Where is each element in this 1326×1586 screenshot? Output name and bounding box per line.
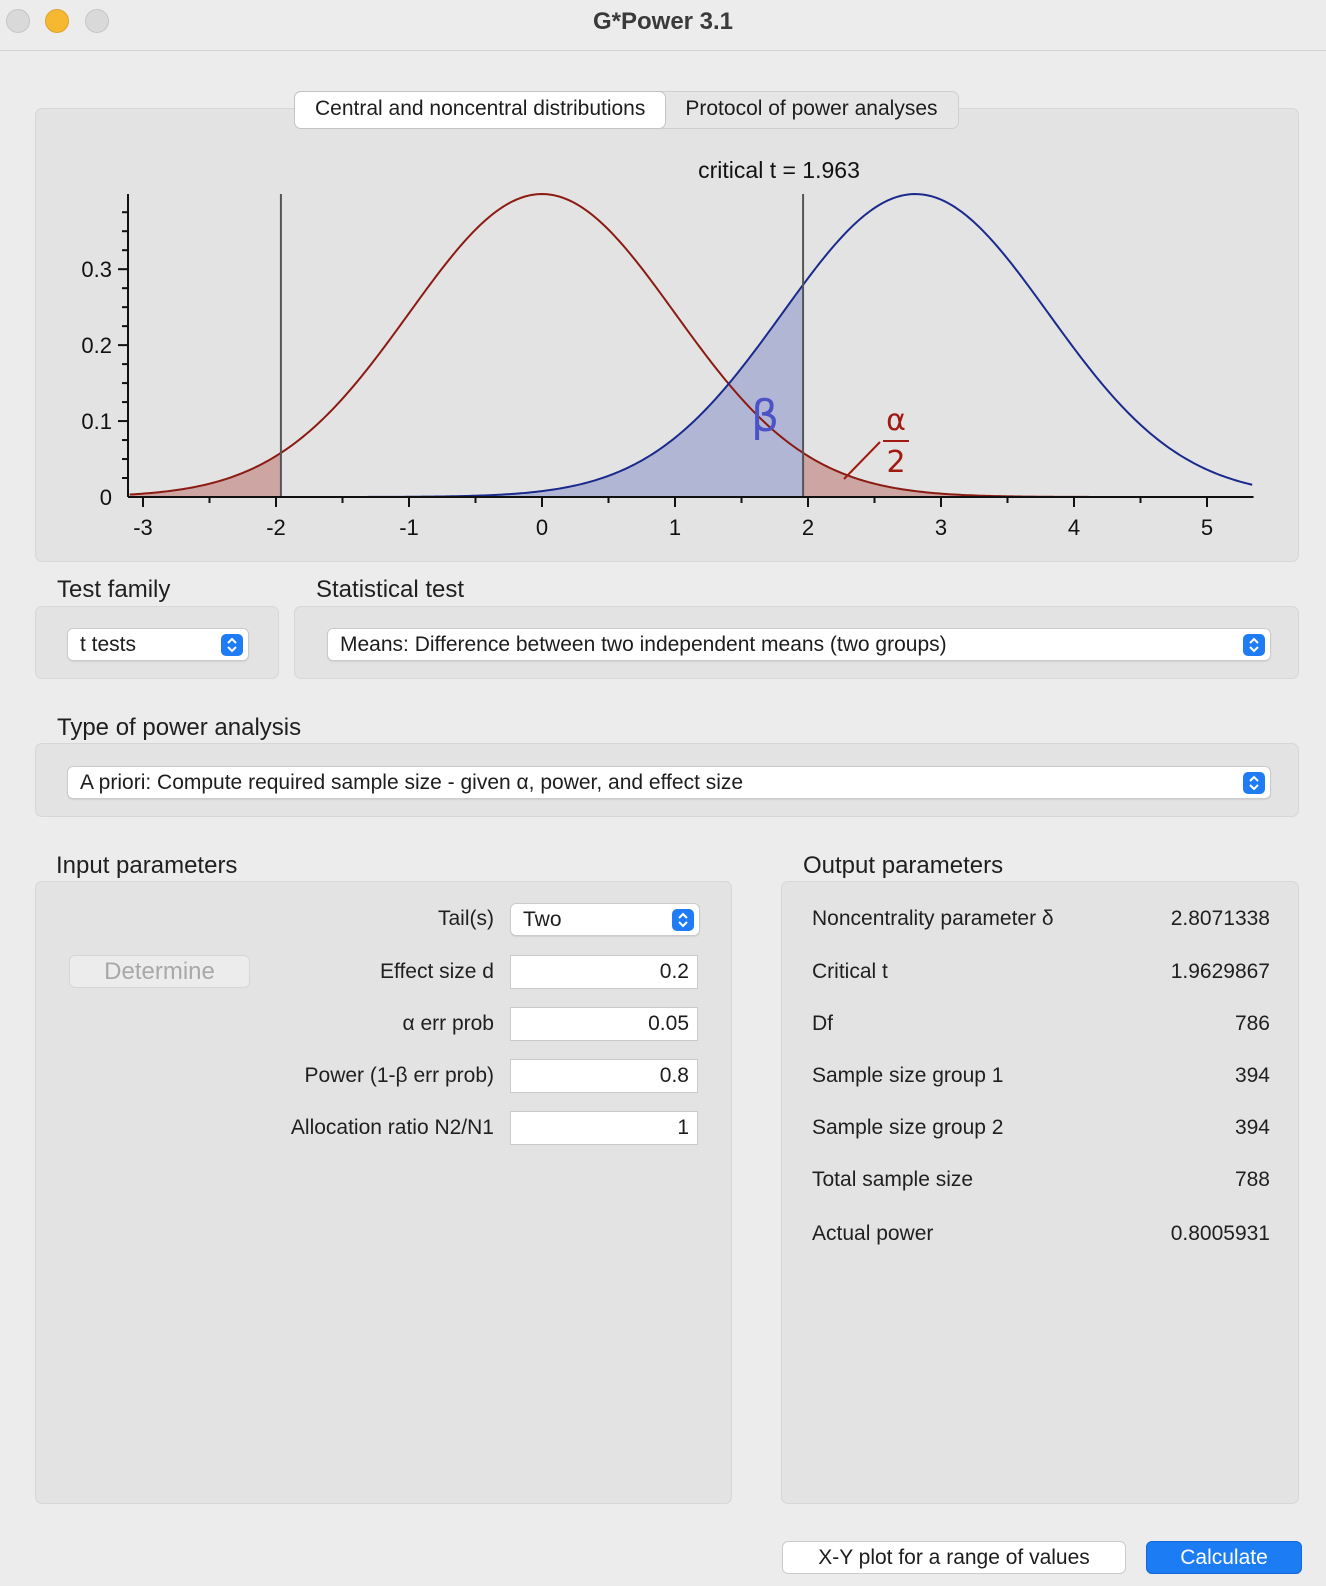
alpha-pointer <box>844 442 880 479</box>
x-tick-label: 3 <box>934 515 948 540</box>
x-tick-label: -2 <box>266 515 286 540</box>
statistical-test-label: Statistical test <box>316 576 465 603</box>
beta-area <box>130 285 803 497</box>
power-label: Power (1-β err prob) <box>304 1064 494 1087</box>
power-analysis-value: A priori: Compute required sample size - given α, power, and effect size <box>80 771 744 794</box>
determine-button[interactable]: Determine <box>69 955 250 988</box>
alpha-denominator: 2 <box>886 445 906 480</box>
output-label-total-sample-size: Total sample size <box>812 1168 974 1191</box>
tails-label: Tail(s) <box>438 907 494 930</box>
window-title: G*Power 3.1 <box>592 8 734 35</box>
calculate-button[interactable]: Calculate <box>1146 1541 1302 1574</box>
critical-t-annotation: critical t = 1.963 <box>698 157 860 183</box>
tails-select[interactable] <box>510 903 700 936</box>
output-label-sample-size-group-1: Sample size group 1 <box>812 1064 1004 1087</box>
x-tick-label: -1 <box>399 515 419 540</box>
output-value-critical-t: 1.9629867 <box>1170 960 1270 983</box>
output-value-sample-size-group-1: 394 <box>1234 1064 1270 1087</box>
output-label-actual-power: Actual power <box>812 1222 934 1245</box>
title-bar <box>0 0 1326 51</box>
y-tick-label: 0.1 <box>81 409 112 435</box>
power-analysis-select[interactable] <box>67 766 1271 799</box>
y-tick-label: 0.3 <box>81 257 112 283</box>
alpha-err-label: α err prob <box>402 1012 494 1035</box>
chevron-updown-icon <box>672 909 694 931</box>
beta-label: β <box>750 391 780 442</box>
x-tick-label: 0 <box>535 515 549 540</box>
effect-size-field[interactable]: 0.2 <box>510 955 698 989</box>
x-tick-label: 5 <box>1200 515 1214 540</box>
chevron-updown-icon <box>1243 634 1265 656</box>
tab-protocol[interactable]: Protocol of power analyses <box>685 97 938 120</box>
output-parameters-title: Output parameters <box>803 852 1004 879</box>
distribution-chart <box>35 108 1299 562</box>
input-parameters-title: Input parameters <box>56 852 238 879</box>
xy-plot-button[interactable]: X-Y plot for a range of values <box>782 1541 1126 1574</box>
output-label-noncentrality: Noncentrality parameter δ <box>812 907 1054 930</box>
chevron-updown-icon <box>1243 772 1265 794</box>
output-value-df: 786 <box>1234 1012 1270 1035</box>
y-tick-label: 0.2 <box>81 333 112 359</box>
test-family-value: t tests <box>80 633 137 656</box>
test-family-label: Test family <box>57 576 171 603</box>
statistical-test-select[interactable] <box>327 628 1271 661</box>
statistical-test-value: Means: Difference between two independent means (two groups) <box>340 633 947 656</box>
x-tick-label: 4 <box>1067 515 1081 540</box>
output-value-noncentrality: 2.8071338 <box>1170 907 1270 930</box>
output-label-critical-t: Critical t <box>812 960 888 983</box>
output-value-sample-size-group-2: 394 <box>1234 1116 1270 1139</box>
alpha-label: α <box>886 403 906 438</box>
tab-bar <box>294 91 959 129</box>
allocation-ratio-label: Allocation ratio N2/N1 <box>290 1116 494 1139</box>
x-tick-label: 2 <box>801 515 815 540</box>
output-label-sample-size-group-2: Sample size group 2 <box>812 1116 1004 1139</box>
output-value-total-sample-size: 788 <box>1234 1168 1270 1191</box>
tab-distributions[interactable]: Central and noncentral distributions <box>295 92 665 128</box>
x-tick-label: -3 <box>133 515 153 540</box>
y-tick-label: 0 <box>99 485 112 510</box>
output-value-actual-power: 0.8005931 <box>1170 1222 1270 1245</box>
alpha-err-field[interactable]: 0.05 <box>510 1007 698 1041</box>
test-family-select[interactable] <box>67 628 249 661</box>
allocation-ratio-field[interactable]: 1 <box>510 1111 698 1145</box>
effect-size-label: Effect size d <box>379 960 494 983</box>
tails-value: Two <box>523 908 562 931</box>
power-field[interactable]: 0.8 <box>510 1059 698 1093</box>
output-label-df: Df <box>812 1012 833 1035</box>
power-analysis-label: Type of power analysis <box>57 714 302 741</box>
alpha-left-tail-area <box>130 453 281 497</box>
x-tick-label: 1 <box>668 515 682 540</box>
chevron-updown-icon <box>221 634 243 656</box>
